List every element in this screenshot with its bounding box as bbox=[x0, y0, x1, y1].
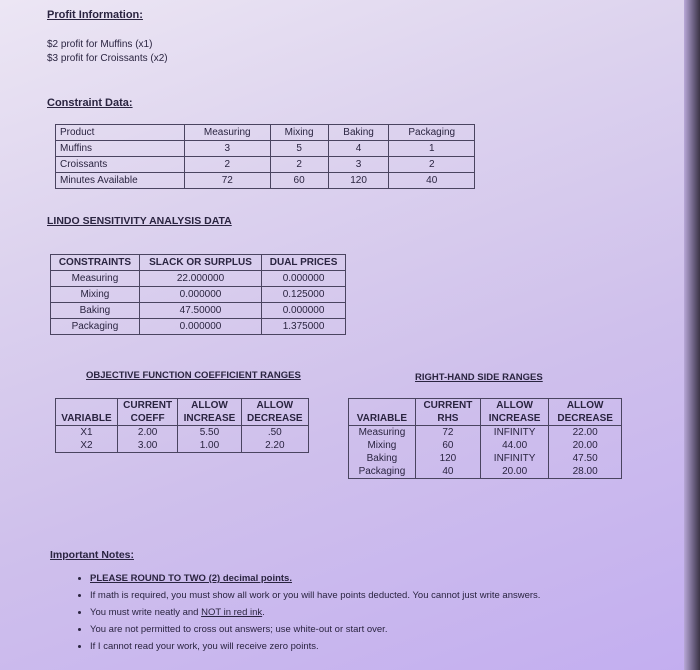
table-cell: CONSTRAINTS bbox=[51, 255, 140, 271]
table-cell: Baking bbox=[328, 125, 389, 141]
table-cell: VARIABLE bbox=[56, 412, 118, 426]
table-row bbox=[56, 141, 475, 157]
table-cell: 120 bbox=[415, 452, 480, 465]
table-cell bbox=[349, 399, 416, 413]
table-cell: 3.00 bbox=[117, 439, 177, 453]
table-row bbox=[56, 125, 475, 141]
table-cell: INFINITY bbox=[480, 452, 548, 465]
table-cell: 0.000000 bbox=[139, 319, 261, 335]
note-cross-out: • You are not permitted to cross out answers; use white-out or start over. bbox=[90, 624, 636, 635]
table-cell: Packaging bbox=[349, 465, 416, 479]
table-cell: 120 bbox=[328, 173, 389, 189]
note-neat bbox=[90, 607, 636, 618]
table-cell: 2 bbox=[389, 157, 475, 173]
table-cell: 1.375000 bbox=[262, 319, 346, 335]
table-row bbox=[349, 426, 622, 440]
table-cell: 0.000000 bbox=[139, 287, 261, 303]
table-cell: 40 bbox=[389, 173, 475, 189]
table-cell: ALLOW bbox=[480, 399, 548, 413]
table-cell: Mixing bbox=[51, 287, 140, 303]
table-cell: 22.00 bbox=[572, 427, 598, 438]
table-row bbox=[56, 173, 475, 189]
table-cell: 5.50 bbox=[178, 426, 241, 440]
table-row bbox=[51, 303, 346, 319]
table-cell: 2.00 bbox=[117, 426, 177, 440]
table-cell: 44.00 bbox=[480, 439, 548, 452]
table-cell: Minutes Available bbox=[56, 173, 185, 189]
table-cell: 5 bbox=[270, 141, 328, 157]
table-row bbox=[349, 399, 622, 413]
table-cell: Measuring bbox=[51, 271, 140, 287]
objective-heading: OBJECTIVE FUNCTION COEFFICIENT RANGES bbox=[86, 370, 301, 381]
notes-heading: Important Notes: bbox=[50, 549, 134, 561]
table-row bbox=[349, 412, 622, 426]
notes-list-wrap bbox=[76, 573, 636, 658]
table-cell: DECREASE bbox=[247, 413, 303, 424]
table-cell: COEFF bbox=[117, 412, 177, 426]
table-cell: 0.125000 bbox=[262, 287, 346, 303]
table-cell: Muffins bbox=[56, 141, 185, 157]
table-cell: 72 bbox=[185, 173, 271, 189]
note-neat-text: You must write neatly and bbox=[90, 607, 202, 618]
profit-line-croissants: $3 profit for Croissants (x2) bbox=[47, 53, 168, 64]
table-cell: 0.000000 bbox=[262, 271, 346, 287]
table-cell: Measuring bbox=[349, 426, 416, 440]
table-cell: 2.20 bbox=[265, 440, 285, 451]
table-cell: X1 bbox=[56, 426, 118, 440]
table-cell: 2 bbox=[185, 157, 271, 173]
table-row bbox=[51, 319, 346, 335]
rhs-heading: RIGHT-HAND SIDE RANGES bbox=[415, 372, 543, 383]
table-row bbox=[56, 412, 309, 426]
table-cell: 3 bbox=[328, 157, 389, 173]
table-cell: Baking bbox=[349, 452, 416, 465]
table-cell: RHS bbox=[415, 412, 480, 426]
table-cell: ALLOW bbox=[256, 400, 294, 411]
table-cell: X2 bbox=[56, 439, 118, 453]
table-row bbox=[349, 465, 622, 479]
rhs-table bbox=[348, 398, 622, 479]
table-cell: Packaging bbox=[51, 319, 140, 335]
page-edge-shadow bbox=[684, 0, 700, 670]
table-cell: ALLOW bbox=[178, 399, 241, 413]
table-row bbox=[56, 399, 309, 413]
note-neat-red-ink: NOT in red ink bbox=[201, 607, 263, 618]
table-cell: INCREASE bbox=[480, 412, 548, 426]
table-row bbox=[349, 439, 622, 452]
table-cell: CURRENT bbox=[117, 399, 177, 413]
constraint-table bbox=[55, 124, 475, 189]
table-cell: Product bbox=[56, 125, 185, 141]
table-cell: INFINITY bbox=[480, 426, 548, 440]
profit-heading: Profit Information: bbox=[47, 9, 143, 21]
constraint-heading: Constraint Data: bbox=[47, 97, 133, 109]
table-row bbox=[56, 157, 475, 173]
table-cell: DUAL PRICES bbox=[262, 255, 346, 271]
table-cell: Measuring bbox=[185, 125, 271, 141]
table-row bbox=[349, 452, 622, 465]
table-cell: CURRENT bbox=[415, 399, 480, 413]
table-cell: .50 bbox=[267, 427, 282, 438]
notes-list bbox=[76, 573, 636, 652]
table-cell: 20.00 bbox=[480, 465, 548, 479]
note-neat-period: . bbox=[262, 607, 265, 618]
table-row bbox=[56, 426, 309, 440]
table-row bbox=[51, 287, 346, 303]
lindo-heading: LINDO SENSITIVITY ANALYSIS DATA bbox=[47, 215, 232, 227]
table-cell bbox=[56, 399, 118, 413]
table-cell: 60 bbox=[270, 173, 328, 189]
table-cell: VARIABLE bbox=[349, 412, 416, 426]
objective-table bbox=[55, 398, 309, 453]
note-show-work: • If math is required, you must show all work or you will have points deducted. You cannot just write answers. bbox=[90, 590, 636, 601]
table-cell: 2 bbox=[270, 157, 328, 173]
table-cell: 47.50000 bbox=[139, 303, 261, 319]
table-cell: 72 bbox=[415, 426, 480, 440]
table-cell: Mixing bbox=[270, 125, 328, 141]
table-cell: Croissants bbox=[56, 157, 185, 173]
note-readable: • If I cannot read your work, you will receive zero points. bbox=[90, 641, 636, 652]
table-cell: SLACK OR SURPLUS bbox=[139, 255, 261, 271]
table-cell: 1.00 bbox=[178, 439, 241, 453]
table-row bbox=[51, 271, 346, 287]
table-cell: DECREASE bbox=[557, 413, 613, 424]
table-cell: 22.000000 bbox=[139, 271, 261, 287]
table-row bbox=[56, 439, 309, 453]
table-cell: 40 bbox=[415, 465, 480, 479]
table-cell: Baking bbox=[51, 303, 140, 319]
table-cell: 3 bbox=[185, 141, 271, 157]
table-cell: 4 bbox=[328, 141, 389, 157]
lindo-table bbox=[50, 254, 346, 335]
table-cell: 20.00 bbox=[572, 440, 598, 451]
table-cell: 28.00 bbox=[572, 466, 598, 477]
table-cell: Packaging bbox=[389, 125, 475, 141]
table-cell: 0.000000 bbox=[262, 303, 346, 319]
profit-line-muffins: $2 profit for Muffins (x1) bbox=[47, 39, 153, 50]
note-round: • PLEASE ROUND TO TWO (2) decimal points. bbox=[90, 573, 636, 584]
table-cell: 47.50 bbox=[572, 453, 598, 464]
table-cell: INCREASE bbox=[178, 412, 241, 426]
table-row bbox=[51, 255, 346, 271]
table-cell: 1 bbox=[389, 141, 475, 157]
table-cell: Mixing bbox=[349, 439, 416, 452]
table-cell: 60 bbox=[415, 439, 480, 452]
table-cell: ALLOW bbox=[566, 400, 604, 411]
